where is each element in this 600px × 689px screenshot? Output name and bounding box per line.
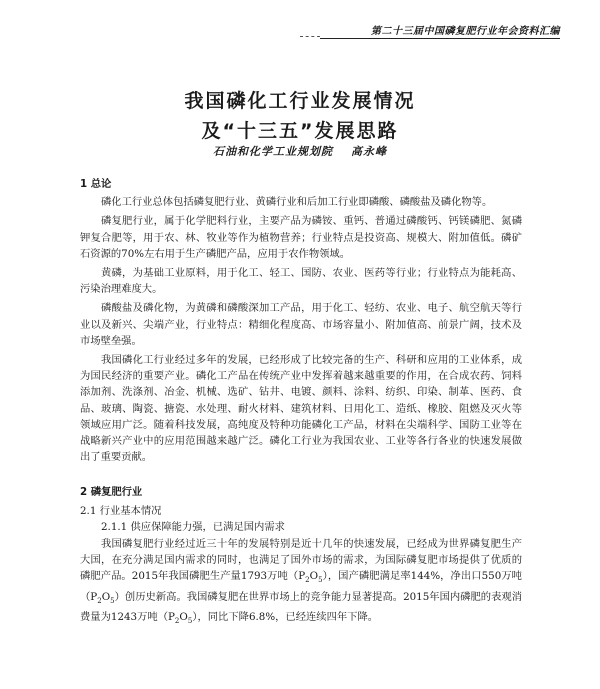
section-gap	[80, 468, 522, 484]
author-line	[0, 143, 600, 159]
text-run: O	[101, 590, 111, 603]
paragraph	[80, 536, 522, 629]
section-2-heading: 2 磷复肥行业	[80, 486, 143, 499]
text-run: ），同比下降6.8%，已经连续四年下降。	[192, 610, 379, 623]
text-run: ）创历史新高。我国磷复肥在世界市场上的竞争能力显著提高。2015年国内磷肥的表观消费量为1243万吨（P	[80, 590, 522, 623]
subscript: 2	[97, 596, 102, 605]
author-org: 石油和化学工业规划院	[213, 145, 333, 158]
article-body	[80, 176, 522, 632]
paragraph: 磷酸盐及磷化物，为黄磷和磷酸深加工产品，用于化工、轻纺、农业、电子、航空航天等行业以及新兴、尖端产业，行业特点：精细化程度高、市场容量小、附加值高、前景广阔，技术及市场壁垒强。	[80, 302, 522, 347]
title-line-2: 及“十三五”发展思路	[201, 120, 399, 142]
author-name: 高永峰	[351, 145, 387, 158]
title-line-1: 我国磷化工行业发展情况	[184, 90, 416, 112]
text-run: 我国磷复肥行业经过近三十年的发展特别是近十几年的快速发展，已经成为世界磷复肥生产大国，在充分满足国内需求的同时，也满足了国外市场的需求，为国际磷复肥市场提供了优质的磷肥产品。2015年我国磷肥生产量1793万吨（P	[80, 538, 522, 583]
subscript: 2	[174, 617, 180, 626]
subsection-2-1-1-heading: 2.1.1 供应保障能力强，已满足国内需求	[101, 520, 285, 533]
subscript: 5	[187, 617, 193, 626]
paragraph: 黄磷，为基础工业原料，用于化工、轻工、国防、农业、医药等行业；行业特点为能耗高、污染治理难度大。	[80, 267, 522, 296]
section-1-heading: 1 总论	[80, 178, 112, 190]
subscript: 5	[110, 596, 115, 605]
paragraph: 磷复肥行业，属于化学肥料行业，主要产品为磷铵、重钙、普通过磷酸钙、钙镁磷肥、氮磷钾复合肥等，用于农、林、牧业等作为植物营养；行业特点是投资高、规模大、附加值低。磷矿石资源的70%左右用于生产磷肥产品，应用于农作物领域。	[80, 215, 522, 260]
subscript: 5	[318, 576, 323, 585]
running-header: 第二十三届中国磷复肥行业年会资料汇编	[371, 26, 560, 37]
text-run: O	[309, 570, 319, 583]
subsection-2-1-heading: 2.1 行业基本情况	[80, 504, 162, 517]
paragraph: 我国磷化工行业经过多年的发展，已经形成了比较完备的生产、科研和应用的工业体系，成为国民经济的重要产业。磷化工产品在传统产业中发挥着越来越重要的作用，在合成农药、饲料添加剂、洗涤剂、冶金、机械、选矿、钻井、电镀、颜料、涂料、纺织、印染、制革、医药、食品、玻璃、陶瓷、搪瓷、水处理、耐火材料、建筑材料、日用化工、造纸、橡胶、阻燃及灭火等领域应用广泛。随着科技发展，高纯度及特种功能磷化工产品，材料在尖端科学、国防工业等在战略新兴产业中的应用范围越来越广泛。磷化工行业为我国农业、工业等各行各业的快速发展做出了重要贡献。	[80, 354, 522, 464]
subscript: 2	[305, 576, 310, 585]
text-run: O	[179, 610, 188, 623]
text-run: ），国产磷肥满足率144%，净出口550万吨（P	[80, 570, 522, 603]
header-rule	[320, 38, 560, 39]
header-dots	[300, 36, 320, 37]
paragraph: 磷化工行业总体包括磷复肥行业、黄磷行业和后加工行业即磷酸、磷酸盐及磷化物等。	[101, 196, 493, 209]
